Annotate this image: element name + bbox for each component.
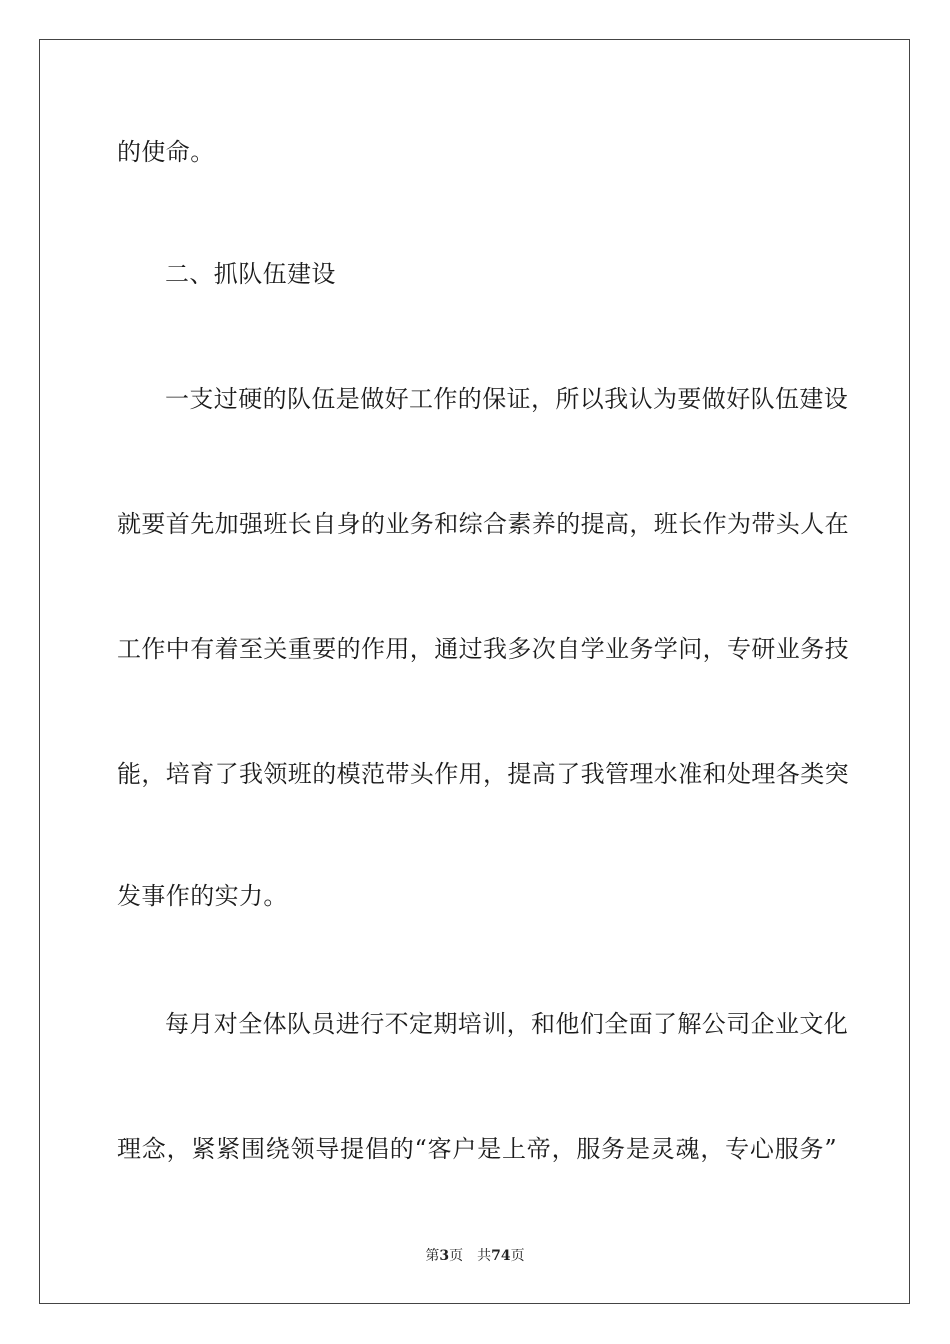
- section-heading: 二、抓队伍建设: [165, 260, 336, 288]
- body-line-9: 理念，紧紧围绕领导提倡的“客户是上帝，服务是灵魂，专心服务”: [117, 1135, 837, 1163]
- total-suffix: 页: [510, 1248, 525, 1264]
- body-line-1: 的使命。: [117, 138, 215, 166]
- total-prefix: 共: [477, 1248, 492, 1264]
- body-line-5: 工作中有着至关重要的作用，通过我多次自学业务学问，专研业务技: [117, 635, 849, 663]
- body-line-6: 能，培育了我领班的模范带头作用，提高了我管理水准和处理各类突: [117, 760, 849, 788]
- total-pages: 74: [491, 1248, 511, 1264]
- page-prefix: 第: [425, 1248, 440, 1264]
- page-border: [39, 39, 910, 1304]
- body-line-7: 发事作的实力。: [117, 882, 288, 910]
- page-footer: [0, 1247, 950, 1265]
- body-line-8: 每月对全体队员进行不定期培训，和他们全面了解公司企业文化: [165, 1010, 849, 1038]
- page-number: 3: [439, 1248, 450, 1264]
- page-suffix: 页: [449, 1248, 464, 1264]
- body-line-4: 就要首先加强班长自身的业务和综合素养的提高，班长作为带头人在: [117, 510, 849, 538]
- body-line-3: 一支过硬的队伍是做好工作的保证，所以我认为要做好队伍建设: [165, 385, 849, 413]
